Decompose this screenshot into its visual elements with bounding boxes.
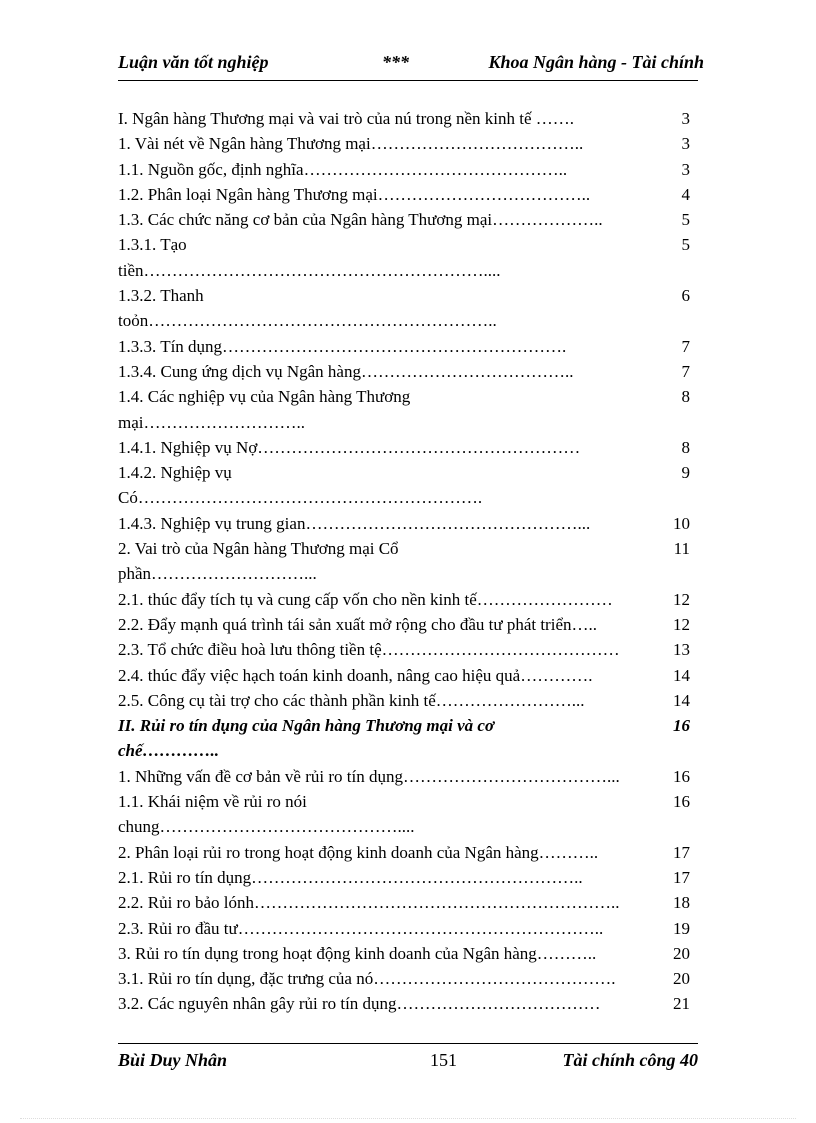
- toc-entry-page: 5: [681, 235, 690, 255]
- toc-entry-title: [118, 941, 653, 966]
- toc-entry: [118, 941, 690, 966]
- toc-entry-title: [118, 283, 653, 334]
- toc-entry-line: I. Ngân hàng Thương mại và vai trò của nú trong nền kinh tế …….: [118, 109, 575, 128]
- toc-entry-line: 2.5. Công cụ tài trợ cho các thành phần kinh tế……………………...: [118, 690, 585, 710]
- toc-entry-title: [118, 511, 653, 536]
- toc-entry-title: [118, 182, 653, 207]
- toc-entry-page: 14: [673, 665, 690, 685]
- toc-entry: [118, 713, 690, 764]
- toc-entry: [118, 435, 690, 460]
- toc-entry-page: 12: [673, 614, 690, 634]
- page-footer: [118, 1050, 698, 1074]
- toc-entry: [118, 916, 690, 941]
- toc-entry-page: 16: [673, 766, 690, 786]
- toc-entry-page: 3: [681, 109, 690, 128]
- toc-entry-line: chế…………..: [118, 741, 220, 761]
- toc-entry-page: 8: [681, 387, 690, 407]
- toc-entry-title: [118, 688, 653, 713]
- toc-entry-page: 21: [673, 994, 690, 1014]
- toc-entry: [118, 789, 690, 840]
- toc-entry-line: phần………………………...: [118, 564, 317, 584]
- toc-entry: [118, 359, 690, 384]
- toc-entry: [118, 637, 690, 662]
- toc-entry-title: [118, 865, 653, 890]
- toc-entry-line: 2.3. Rủi ro đầu tư………………………………………………………..: [118, 918, 604, 938]
- toc-entry-title: [118, 587, 653, 612]
- toc-entry-line: 3.1. Rủi ro tín dụng, đặc trưng của nó…………………………………….: [118, 969, 616, 989]
- toc-entry-page: 5: [681, 210, 690, 230]
- toc-entry: [118, 587, 690, 612]
- toc-entry-line: 1.4.2. Nghiệp vụ: [118, 463, 232, 483]
- toc-entry: [118, 232, 690, 283]
- toc-entry-page: 8: [681, 437, 690, 457]
- toc-entry: [118, 384, 690, 435]
- toc-entry-page: 13: [673, 640, 690, 660]
- toc-entry: [118, 460, 690, 511]
- header-faculty: Khoa Ngân hàng - Tài chính: [488, 52, 704, 72]
- toc-entry-title: [118, 663, 653, 688]
- toc-entry-page: 19: [673, 918, 690, 938]
- toc-entry-page: 14: [673, 690, 690, 710]
- toc-entry-line: 2. Vai trò của Ngân hàng Thương mại Cổ: [118, 539, 399, 559]
- toc-entry: [118, 334, 690, 359]
- toc-entry: [118, 663, 690, 688]
- toc-entry-line: 1.3.4. Cung ứng dịch vụ Ngân hàng………………………………..: [118, 361, 574, 381]
- toc-entry-line: mại………………………..: [118, 412, 305, 432]
- toc-entry: [118, 865, 690, 890]
- toc-entry-page: 11: [673, 539, 690, 559]
- toc-entry-line: 2.1. Rủi ro tín dụng…………………………………………………..: [118, 867, 583, 887]
- toc-entry-line: 1.3.1. Tạo: [118, 235, 187, 255]
- toc-entry: [118, 764, 690, 789]
- toc-entry: [118, 688, 690, 713]
- header-thesis-title: Luận văn tốt nghiệp: [118, 52, 269, 72]
- toc-entry: [118, 131, 690, 156]
- toc-entry-title: [118, 764, 653, 789]
- toc-entry-line: 1.3. Các chức năng cơ bản của Ngân hàng Thương mại………………..: [118, 210, 603, 230]
- footer-class: Tài chính công 40: [562, 1050, 698, 1070]
- toc-entry-title: [118, 637, 653, 662]
- toc-entry: [118, 157, 690, 182]
- toc-entry-page: 18: [673, 893, 690, 913]
- toc-entry-line: 3. Rủi ro tín dụng trong hoạt động kinh doanh của Ngân hàng………..: [118, 943, 597, 963]
- toc-entry-title: [118, 435, 653, 460]
- toc-entry: [118, 840, 690, 865]
- toc-entry-title: [118, 359, 653, 384]
- toc-entry-line: 1. Vài nét về Ngân hàng Thương mại………………………………..: [118, 134, 584, 154]
- toc-entry-title: [118, 157, 653, 182]
- toc-entry-page: 17: [673, 842, 690, 862]
- toc-entry: [118, 207, 690, 232]
- toc-entry: [118, 536, 690, 587]
- toc-entry-line: 1.1. Khái niệm về rủi ro nói: [118, 792, 307, 812]
- toc-entry: [118, 612, 690, 637]
- toc-entry: [118, 283, 690, 334]
- toc-entry-line: 2.3. Tổ chức điều hoà lưu thông tiền tệ……………………………………: [118, 640, 620, 660]
- footer-page-number: 151: [430, 1050, 457, 1070]
- toc-entry-line: 2.2. Rủi ro bảo lónh………………………………………………………..: [118, 893, 620, 913]
- toc-entry-title: [118, 106, 653, 131]
- toc-entry-line: 1.2. Phân loại Ngân hàng Thương mại………………………………..: [118, 184, 591, 204]
- toc-entry-line: 1. Những vấn đề cơ bản về rủi ro tín dụng………………………………...: [118, 766, 620, 786]
- toc-entry-page: 20: [673, 943, 690, 963]
- toc-entry-line: 2.1. thúc đẩy tích tụ và cung cấp vốn cho nền kinh tế……………………: [118, 589, 613, 609]
- toc-entry-title: [118, 384, 653, 435]
- toc-entry-line: II. Rủi ro tín dụng của Ngân hàng Thương mại và cơ: [118, 716, 495, 736]
- toc-entry-page: 7: [681, 361, 690, 381]
- toc-entry-page: 6: [681, 286, 690, 306]
- toc-entry-title: [118, 713, 653, 764]
- toc-entry-title: [118, 916, 653, 941]
- toc-entry-line: toỏn……………………………………………………..: [118, 311, 497, 331]
- toc-entry: [118, 966, 690, 991]
- toc-entry-title: [118, 890, 653, 915]
- toc-entry-line: 1.1. Nguồn gốc, định nghĩa………………………………………..: [118, 159, 568, 179]
- toc-entry-line: tiền……………………………………………………....: [118, 260, 501, 280]
- header-separator: ***: [382, 52, 409, 72]
- toc-entry-title: [118, 789, 653, 840]
- footer-author: Bùi Duy Nhân: [118, 1050, 228, 1070]
- table-of-contents: [118, 106, 690, 1017]
- toc-entry-line: 1.4.3. Nghiệp vụ trung gian…………………………………………...: [118, 513, 591, 533]
- toc-entry-page: 16: [673, 716, 690, 736]
- toc-entry-page: 20: [673, 969, 690, 989]
- toc-entry-line: 2. Phân loại rủi ro trong hoạt động kinh doanh của Ngân hàng………..: [118, 842, 599, 862]
- toc-entry-line: 2.2. Đẩy mạnh quá trình tái sản xuất mở rộng cho đầu tư phát triển…..: [118, 614, 597, 634]
- toc-entry-line: 1.4.1. Nghiệp vụ Nợ…………………………………………………: [118, 437, 581, 457]
- toc-entry: [118, 182, 690, 207]
- toc-entry-title: [118, 334, 653, 359]
- toc-entry-title: [118, 840, 653, 865]
- toc-entry-line: 1.3.2. Thanh: [118, 286, 204, 306]
- toc-entry-page: 4: [681, 184, 690, 204]
- toc-entry-title: [118, 991, 653, 1016]
- toc-entry: [118, 991, 690, 1016]
- toc-entry-page: 9: [681, 463, 690, 483]
- page-header: [118, 52, 704, 76]
- toc-entry-title: [118, 966, 653, 991]
- toc-entry-page: 3: [681, 159, 690, 179]
- toc-entry-line: Có…………………………………………………….: [118, 488, 483, 508]
- toc-entry-line: 3.2. Các nguyên nhân gây rủi ro tín dụng………………………………: [118, 994, 601, 1014]
- toc-entry-line: chung……………………………………....: [118, 817, 415, 837]
- toc-entry-title: [118, 131, 653, 156]
- page-edge-divider: [20, 1118, 796, 1119]
- header-rule: [118, 80, 698, 81]
- toc-entry-page: 10: [673, 513, 690, 533]
- toc-entry: [118, 106, 690, 131]
- toc-entry-title: [118, 232, 653, 283]
- footer-rule: [118, 1043, 698, 1044]
- toc-entry-line: 1.4. Các nghiệp vụ của Ngân hàng Thương: [118, 387, 411, 407]
- toc-entry-page: 16: [673, 792, 690, 812]
- toc-entry-page: 7: [681, 336, 690, 356]
- toc-entry-title: [118, 460, 653, 511]
- toc-entry: [118, 511, 690, 536]
- toc-entry-title: [118, 207, 653, 232]
- toc-entry-page: 3: [681, 134, 690, 154]
- toc-entry-line: 1.3.3. Tín dụng…………………………………………………….: [118, 336, 567, 356]
- toc-entry-page: 17: [673, 867, 690, 887]
- toc-entry: [118, 890, 690, 915]
- toc-entry-title: [118, 536, 653, 587]
- toc-entry-page: 12: [673, 589, 690, 609]
- toc-entry-line: 2.4. thúc đẩy việc hạch toán kinh doanh, nâng cao hiệu quả………….: [118, 665, 593, 685]
- toc-entry-title: [118, 612, 653, 637]
